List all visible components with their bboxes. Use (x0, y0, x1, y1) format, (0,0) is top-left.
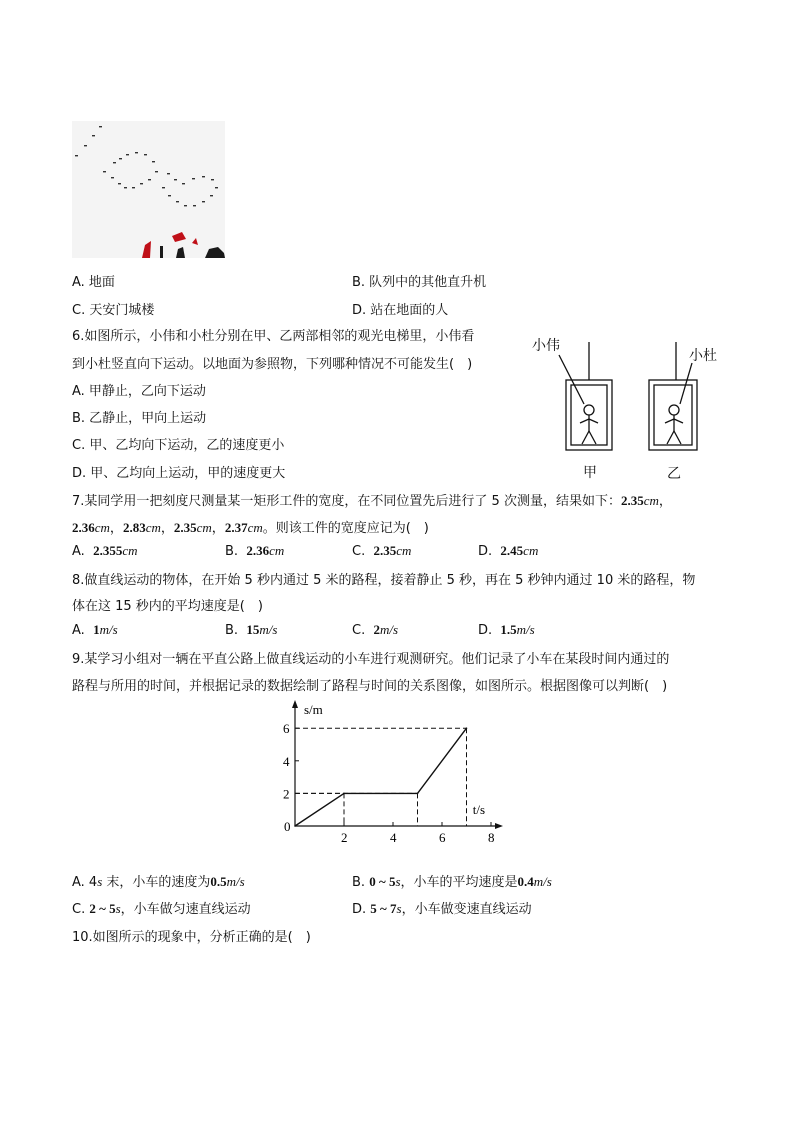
q7-option-value: 2.45 (500, 543, 524, 558)
helicopter-formation-icon (72, 121, 225, 258)
q7-option-value: 2.36 (246, 543, 270, 558)
q8-option-d (478, 622, 535, 638)
st-graph-svg (280, 700, 520, 850)
label-xiaowei: 小伟 (532, 338, 560, 354)
q9-stem-line2: 路程与所用的时间，并根据记录的数据绘制了路程与时间的关系图像，如图所示。根据图像可以判断( ) (72, 679, 668, 694)
q9d-post: ，小车做变速直线运动 (401, 902, 532, 917)
q7-measure-2: 2.36 (72, 520, 95, 535)
q7-unit: cm (643, 493, 659, 508)
q9-option-d (352, 898, 532, 917)
q9a-unit: m/s (226, 874, 245, 889)
q7-option-d (478, 543, 538, 559)
q10-stem-line1: 10.如图所示的现象中，分析正确的是( ) (72, 930, 311, 945)
label-jia: 甲 (583, 465, 597, 481)
q7-stem-end: 。则该工件的宽度应记为( ) (262, 521, 429, 536)
q7-option-letter: A. (72, 544, 85, 559)
data-point (343, 793, 345, 795)
data-point (294, 825, 296, 827)
label-xiaodu: 小杜 (689, 348, 717, 364)
q7-option-unit: cm (269, 543, 285, 558)
x-tick-label: 8 (488, 830, 495, 845)
q6-option-d: D. 甲、乙均向上运动，甲的速度更大 (72, 466, 286, 481)
q7-unit: cm (196, 520, 212, 535)
q7-option-unit: cm (122, 543, 138, 558)
q8-stem-line2: 体在这 15 秒内的平均速度是( ) (72, 599, 263, 614)
origin-label: 0 (284, 819, 291, 834)
st-graph (280, 700, 520, 850)
q9d-pre: D. (352, 902, 371, 917)
q9b-unit: m/s (533, 874, 552, 889)
q8-option-unit: m/s (379, 622, 399, 637)
q8-option-unit: m/s (99, 622, 118, 637)
q6-option-c: C. 甲、乙均向下运动，乙的速度更小 (72, 438, 285, 453)
q7-option-a (72, 543, 137, 559)
q7-measure-1: 2.35 (620, 493, 644, 508)
q9a-mid: 末，小车的速度为 (102, 875, 211, 890)
q9b-range: 0 ~ 5 (369, 874, 396, 889)
x-tick-label: 2 (341, 830, 348, 845)
q5-option-a: A. 地面 (72, 275, 115, 290)
data-point (417, 793, 419, 795)
helicopter-formation-photo (72, 121, 225, 258)
q9c-pre: C. (72, 902, 90, 917)
q8-stem-line1: 8.做直线运动的物体，在开始 5 秒内通过 5 米的路程，接着静止 5 秒，再在 5 秒钟内通过 10 米的路程，物 (72, 573, 696, 588)
q8-option-b (225, 622, 277, 638)
q9c-post: ，小车做匀速直线运动 (120, 902, 251, 917)
q7-sep: ， (211, 521, 225, 536)
q7-option-value: 2.35 (373, 543, 397, 558)
q9b-mid: ，小车的平均速度是 (400, 875, 518, 890)
q9a-unit-s: s (97, 874, 103, 889)
q7-measure-4: 2.35 (173, 520, 197, 535)
q7-stem-text: 7.某同学用一把刻度尺测量某一矩形工件的宽度，在不同位置先后进行了 5 次测量，结果如下： (72, 494, 621, 509)
q5-option-c: C. 天安门城楼 (72, 303, 155, 318)
q9-option-b (352, 871, 552, 890)
y-axis-arrow (292, 700, 298, 708)
q9c-unit-s: s (115, 901, 121, 916)
q8-option-letter: D. (478, 623, 493, 638)
q7-stem-line1: 7.某同学用一把刻度尺测量某一矩形工件的宽度，在不同位置先后进行了 5 次测量，结果如下：2.35cm， (72, 493, 672, 509)
data-point (466, 727, 468, 729)
q6-option-a: A. 甲静止，乙向下运动 (72, 384, 206, 399)
x-axis-label: t/s (472, 802, 486, 817)
y-axis-label: s/m (304, 702, 323, 717)
q7-option-letter: B. (225, 544, 239, 559)
q5-option-b: B. 队列中的其他直升机 (352, 275, 487, 290)
series-line (295, 728, 467, 826)
q7-option-unit: cm (396, 543, 412, 558)
y-tick-label: 6 (283, 721, 290, 737)
q7-unit: cm (247, 520, 263, 535)
q7-measure-5: 2.37 (224, 520, 248, 535)
y-tick-label: 2 (283, 786, 290, 802)
x-axis-arrow (495, 823, 503, 829)
label-yi: 乙 (667, 466, 681, 482)
q6-stem-line1: 6.如图所示，小伟和小杜分别在甲、乙两部相邻的观光电梯里，小伟看 (72, 329, 475, 344)
q7-option-letter: D. (478, 544, 493, 559)
x-tick-label: 6 (439, 830, 446, 845)
q9c-range: 2 ~ 5 (89, 901, 116, 916)
q8-option-value: 2 (373, 622, 380, 637)
q7-option-unit: cm (523, 543, 539, 558)
q8-option-unit: m/s (516, 622, 535, 637)
q6-option-b: B. 乙静止，甲向上运动 (72, 411, 207, 426)
q9b-value: 0.4 (517, 874, 534, 889)
q7-option-b (225, 543, 284, 559)
q7-stem-line2 (72, 517, 429, 536)
q8-option-letter: B. (225, 623, 239, 638)
q6-stem-line2: 到小杜竖直向下运动。以地面为参照物，下列哪种情况不可能发生( ) (72, 357, 473, 372)
q7-measure-3: 2.83 (122, 520, 146, 535)
q8-option-unit: m/s (259, 622, 278, 637)
q8-option-a (72, 622, 118, 638)
q8-option-letter: A. (72, 623, 85, 638)
q7-option-value: 2.355 (93, 543, 123, 558)
q7-option-c (352, 543, 411, 559)
q9b-unit-s: s (395, 874, 401, 889)
q7-option-letter: C. (352, 544, 366, 559)
q7-sep: ， (160, 521, 174, 536)
q9d-range: 5 ~ 7 (370, 901, 397, 916)
q9a-pre: A. 4 (72, 875, 98, 890)
q8-option-value: 1 (93, 622, 100, 637)
q7-sep: ， (109, 521, 123, 536)
q9-option-a (72, 871, 245, 890)
q5-option-d: D. 站在地面的人 (352, 303, 449, 318)
x-tick-label: 4 (390, 830, 397, 845)
q8-option-letter: C. (352, 623, 366, 638)
q8-option-value: 15 (246, 622, 260, 637)
q8-option-c (352, 622, 398, 638)
elevator-figure (526, 330, 726, 482)
q9a-value: 0.5 (210, 874, 227, 889)
q9d-unit-s: s (396, 901, 402, 916)
q9-option-c (72, 898, 251, 917)
q9b-pre: B. (352, 875, 370, 890)
q9-stem-line1: 9.某学习小组对一辆在平直公路上做直线运动的小车进行观测研究。他们记录了小车在某段时间内通过的 (72, 652, 670, 667)
q7-unit: cm (145, 520, 161, 535)
q7-unit: cm (94, 520, 110, 535)
q8-option-value: 1.5 (500, 622, 517, 637)
y-tick-label: 4 (283, 753, 290, 769)
